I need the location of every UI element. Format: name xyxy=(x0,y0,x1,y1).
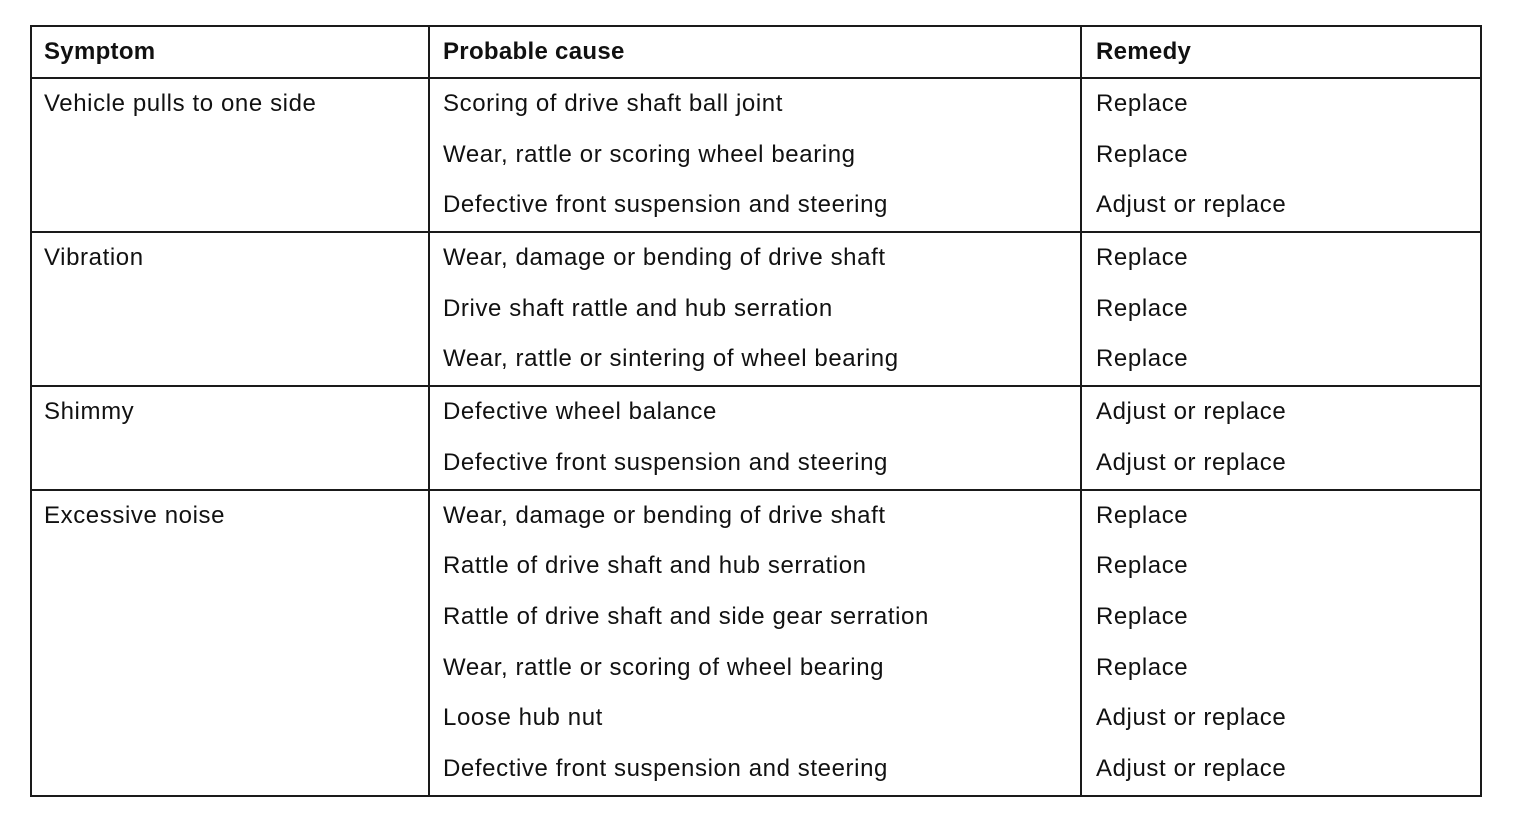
symptom-label: Vehicle pulls to one side xyxy=(44,90,317,117)
probable-cause-text: Wear, rattle or scoring of wheel bearing xyxy=(443,653,885,681)
symptom-cell xyxy=(32,387,430,488)
header-probable-cause: Probable cause xyxy=(430,27,1082,77)
symptom-cell xyxy=(32,79,430,231)
symptom-label: Shimmy xyxy=(44,398,135,426)
header-symptom: Symptom xyxy=(32,27,430,77)
remedy-cell xyxy=(1082,387,1480,488)
probable-cause-text: Loose hub nut xyxy=(443,704,603,732)
probable-cause-text: Rattle of drive shaft and side gear serration xyxy=(443,602,929,630)
remedy-text: Replace xyxy=(1096,602,1189,630)
cause-cell xyxy=(430,387,1082,488)
probable-cause-text: Wear, rattle or sintering of wheel bearing xyxy=(443,345,899,373)
probable-cause-text: Wear, damage or bending of drive shaft xyxy=(443,244,886,272)
remedy-text: Adjust or replace xyxy=(1096,191,1287,219)
remedy-cell xyxy=(1082,79,1480,231)
remedy-text: Replace xyxy=(1096,244,1189,272)
probable-cause-text: Rattle of drive shaft and hub serration xyxy=(443,552,867,580)
remedy-cell xyxy=(1082,233,1480,385)
symptom-label: Vibration xyxy=(44,244,144,272)
table-body xyxy=(32,79,1480,795)
remedy-text: Adjust or replace xyxy=(1096,448,1287,476)
remedy-text: Replace xyxy=(1096,552,1189,580)
remedy-text: Adjust or replace xyxy=(1096,754,1287,782)
remedy-text: Adjust or replace xyxy=(1096,704,1287,732)
symptom-group xyxy=(32,491,1480,795)
remedy-cell xyxy=(1082,491,1480,795)
probable-cause-text: Defective front suspension and steering xyxy=(443,191,888,219)
probable-cause-text: Drive shaft rattle and hub serration xyxy=(443,294,833,322)
remedy-text: Replace xyxy=(1096,140,1189,168)
symptom-group xyxy=(32,79,1480,233)
remedy-text: Replace xyxy=(1096,294,1189,322)
header-remedy: Remedy xyxy=(1096,38,1192,65)
cause-cell xyxy=(430,233,1082,385)
probable-cause-text: Wear, damage or bending of drive shaft xyxy=(443,501,886,529)
probable-cause-text: Defective wheel balance xyxy=(443,398,717,426)
probable-cause-text: Wear, rattle or scoring wheel bearing xyxy=(443,140,856,168)
symptom-label: Excessive noise xyxy=(44,501,226,529)
remedy-text: Replace xyxy=(1096,345,1189,373)
cause-cell xyxy=(430,491,1082,795)
table-header-row xyxy=(32,27,1480,79)
symptom-group xyxy=(32,233,1480,387)
remedy-text: Adjust or replace xyxy=(1096,398,1287,426)
symptom-cell xyxy=(32,491,430,795)
symptom-group xyxy=(32,387,1480,490)
troubleshooting-table xyxy=(30,25,1482,797)
remedy-text: Replace xyxy=(1096,501,1189,529)
probable-cause-text: Scoring of drive shaft ball joint xyxy=(443,90,783,117)
remedy-text: Replace xyxy=(1096,90,1189,117)
cause-cell xyxy=(430,79,1082,231)
probable-cause-text: Defective front suspension and steering xyxy=(443,754,888,782)
remedy-text: Replace xyxy=(1096,653,1189,681)
probable-cause-text: Defective front suspension and steering xyxy=(443,448,888,476)
symptom-cell xyxy=(32,233,430,385)
